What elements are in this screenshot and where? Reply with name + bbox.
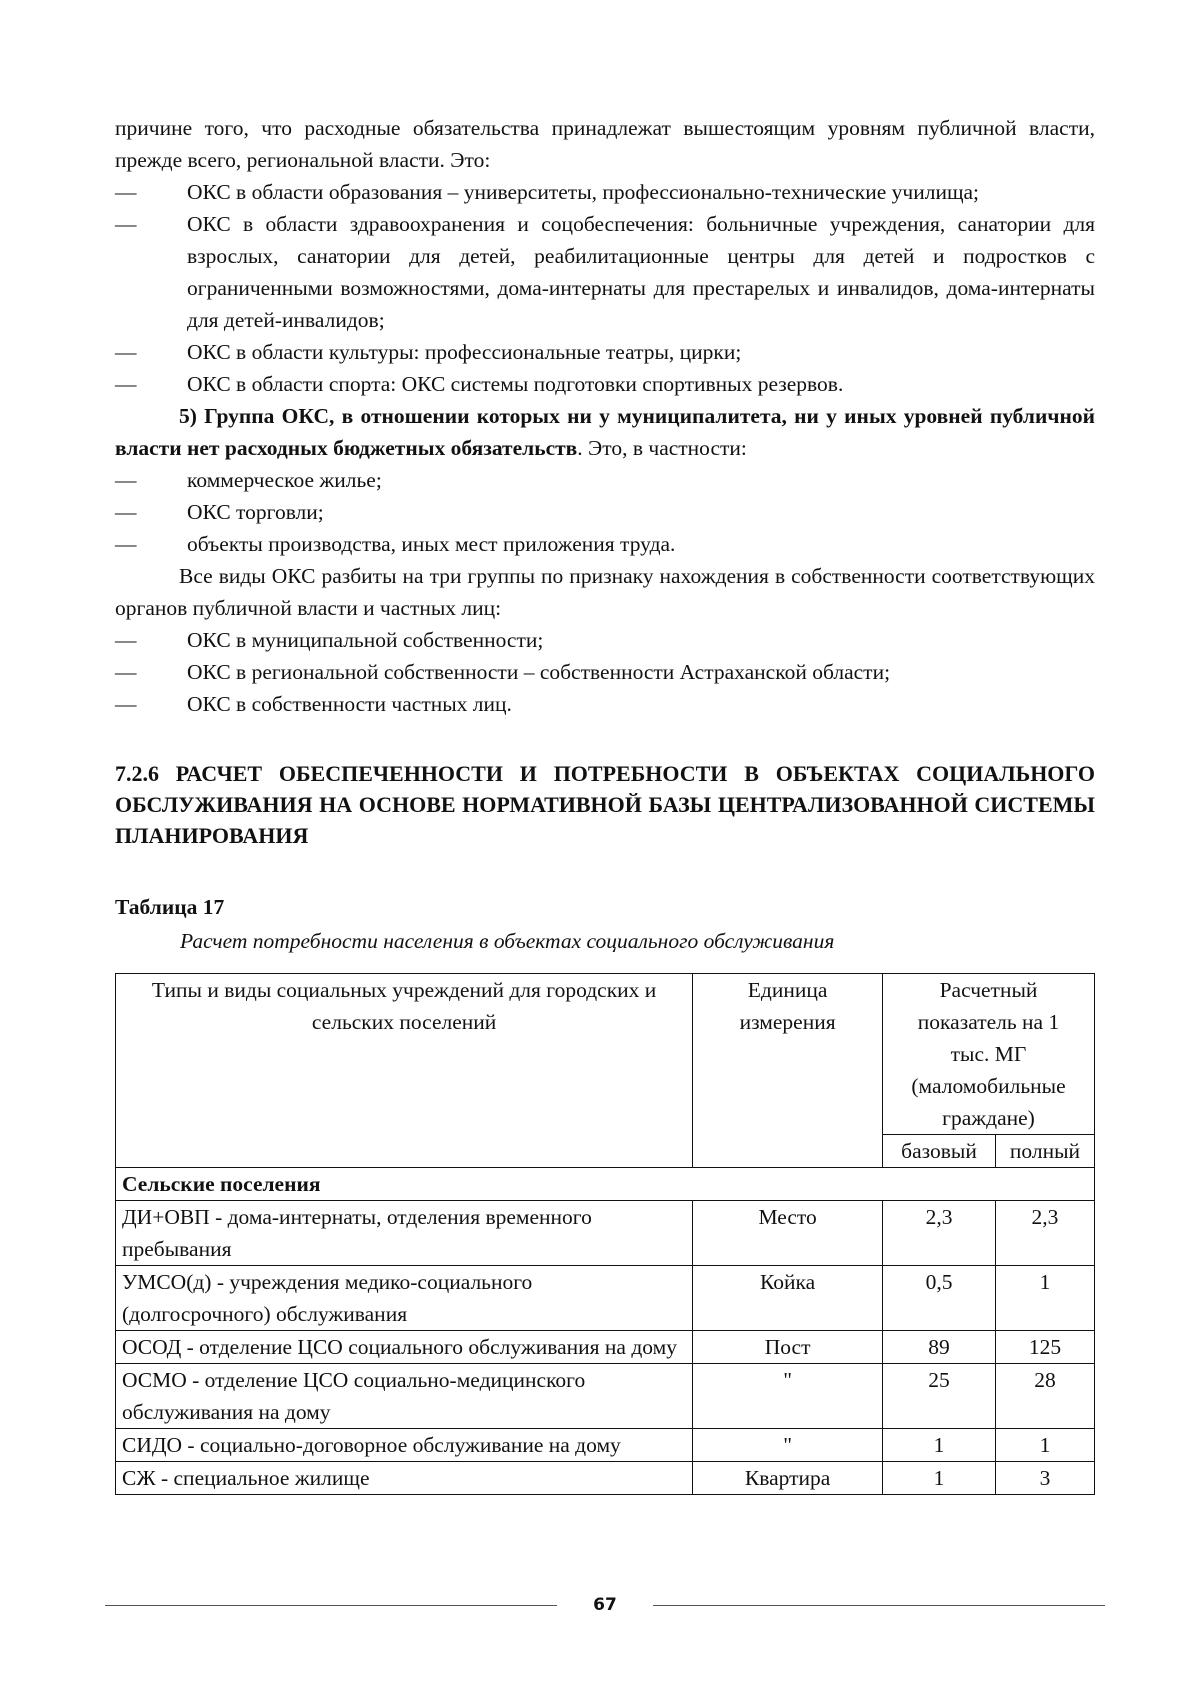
list-item: — ОКС в собственности частных лиц.: [115, 688, 1095, 720]
cell-full: 125: [995, 1331, 1094, 1364]
header-unit: Единица измерения: [693, 974, 883, 1168]
list-item: — ОКС в региональной собственности – собственности Астраханской области;: [115, 656, 1095, 688]
cell-unit: ": [693, 1429, 883, 1462]
table-row: [116, 1331, 1095, 1364]
intro-list: [115, 176, 1095, 400]
table-row: [116, 1266, 1095, 1331]
cell-unit: ": [693, 1364, 883, 1429]
dash-marker: —: [115, 180, 137, 204]
cell-base: 25: [883, 1364, 996, 1429]
table-row: [116, 1462, 1095, 1495]
cell-base: 2,3: [883, 1201, 996, 1266]
table-row: [116, 1201, 1095, 1266]
dash-marker: —: [115, 500, 137, 524]
dash-marker: —: [115, 212, 137, 236]
dash-marker: —: [115, 340, 137, 364]
table-section-row: [116, 1168, 1095, 1201]
cell-unit: Место: [693, 1201, 883, 1266]
list-item: — ОКС торговли;: [115, 496, 1095, 528]
footer-rule-left: [105, 1605, 557, 1606]
cell-name: ОСМО - отделение ЦСО социально-медицинского обслуживания на дому: [116, 1364, 693, 1429]
cell-unit: Квартира: [693, 1462, 883, 1495]
cell-name: СИДО - социально-договорное обслуживание на дому: [116, 1429, 693, 1462]
table-row: [116, 1429, 1095, 1462]
intro-paragraph: причине того, что расходные обязательства принадлежат вышестоящим уровням публичной власти, прежде всего, региональной власти. Это:: [115, 116, 1095, 172]
cell-full: 28: [995, 1364, 1094, 1429]
section-heading: 7.2.6 РАСЧЕТ ОБЕСПЕЧЕННОСТИ И ПОТРЕБНОСТИ В ОБЪЕКТАХ СОЦИАЛЬНОГО ОБСЛУЖИВАНИЯ НА ОСНОВЕ НОРМАТИВНОЙ БАЗЫ ЦЕНТРАЛИЗОВАННОЙ СИСТЕМЫ ПЛАНИРОВАНИЯ: [115, 761, 1095, 848]
list-item: — ОКС в области здравоохранения и соцобеспечения: больничные учреждения, санатории для взрослых, санатории для детей, реабилитационные центры для детей и подростков с ограниченными возможностями, дома-интернаты для престарелых и инвалидов, дома-интернаты для детей-инвалидов;: [115, 208, 1095, 336]
cell-base: 0,5: [883, 1266, 996, 1331]
list-item: — ОКС в области культуры: профессиональные театры, цирки;: [115, 336, 1095, 368]
list-item: — ОКС в муниципальной собственности;: [115, 624, 1095, 656]
group5-rest-text: . Это, в частности:: [577, 436, 747, 460]
page-footer: [105, 1590, 1105, 1620]
cell-name: ДИ+ОВП - дома-интернаты, отделения временного пребывания: [116, 1201, 693, 1266]
table-row: [116, 1364, 1095, 1429]
cell-base: 1: [883, 1462, 996, 1495]
list-item: — объекты производства, иных мест приложения труда.: [115, 528, 1095, 560]
dash-marker: —: [115, 628, 137, 652]
footer-rule-right: [653, 1605, 1105, 1606]
header-type: Типы и виды социальных учреждений для городских и сельских поселений: [116, 974, 693, 1168]
ownership-list: [115, 624, 1095, 720]
cell-full: 1: [995, 1266, 1094, 1331]
cell-name: УМСО(д) - учреждения медико-социального (долгосрочного) обслуживания: [116, 1266, 693, 1331]
table-header-row: [116, 974, 1095, 1135]
social-services-table: [115, 973, 1095, 1495]
page-number: 67: [593, 1595, 617, 1615]
cell-name: ОСОД - отделение ЦСО социального обслуживания на дому: [116, 1331, 693, 1364]
table-label: Таблица 17: [115, 895, 225, 919]
cell-full: 2,3: [995, 1201, 1094, 1266]
header-base: базовый: [883, 1135, 996, 1168]
dash-marker: —: [115, 372, 137, 396]
dash-marker: —: [115, 532, 137, 556]
list-item: — коммерческое жилье;: [115, 464, 1095, 496]
cell-name: СЖ - специальное жилище: [116, 1462, 693, 1495]
header-indicator: Расчетный показатель на 1 тыс. МГ (маломобильные граждане): [883, 974, 1095, 1135]
dash-marker: —: [115, 660, 137, 684]
group5-bold-text: 5) Группа ОКС, в отношении которых ни у муниципалитета, ни у иных уровней публичной власти нет расходных бюджетных обязательств: [115, 404, 1095, 460]
cell-unit: Пост: [693, 1331, 883, 1364]
list-item: — ОКС в области спорта: ОКС системы подготовки спортивных резервов.: [115, 368, 1095, 400]
dash-marker: —: [115, 468, 137, 492]
section-label: Сельские поселения: [116, 1168, 1095, 1201]
cell-base: 89: [883, 1331, 996, 1364]
group5-list: [115, 464, 1095, 560]
list-item: — ОКС в области образования – университеты, профессионально-технические училища;: [115, 176, 1095, 208]
group5-paragraph: [115, 400, 1095, 464]
page-body: [115, 112, 1095, 1495]
table-caption: Расчет потребности населения в объектах социального обслуживания: [180, 929, 835, 953]
cell-full: 1: [995, 1429, 1094, 1462]
cell-full: 3: [995, 1462, 1094, 1495]
cell-base: 1: [883, 1429, 996, 1462]
cell-unit: Койка: [693, 1266, 883, 1331]
ownership-paragraph: Все виды ОКС разбиты на три группы по признаку нахождения в собственности соответствующих органов публичной власти и частных лиц:: [115, 564, 1095, 620]
header-full: полный: [995, 1135, 1094, 1168]
dash-marker: —: [115, 692, 137, 716]
